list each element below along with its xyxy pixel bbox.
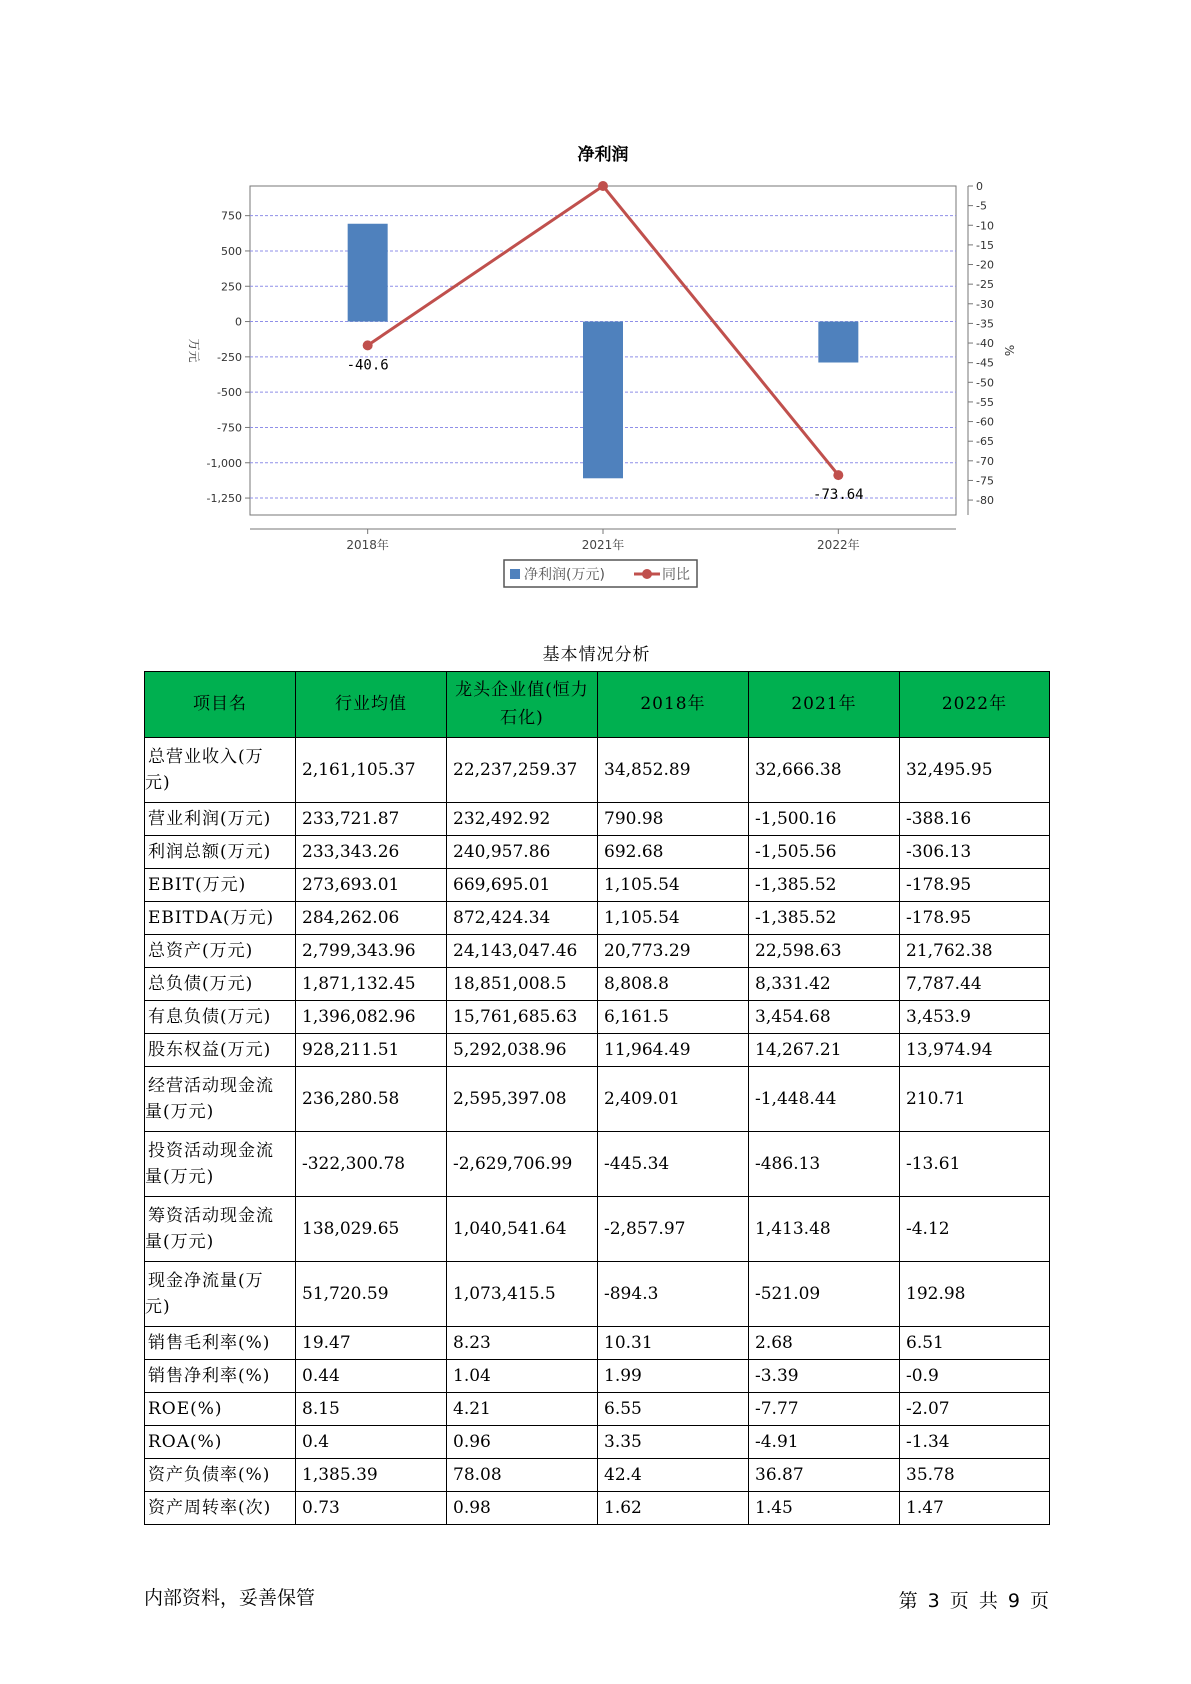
row-label-line: 资产周转率(次) bbox=[148, 1497, 272, 1518]
table-cell: -388.16 bbox=[900, 803, 1050, 836]
table-cell: 273,693.01 bbox=[296, 869, 447, 902]
right-axis-tick-label: -5 bbox=[976, 199, 987, 213]
table-cell: 284,262.06 bbox=[296, 902, 447, 935]
table-cell: -1,448.44 bbox=[749, 1067, 900, 1132]
table-cell: -894.3 bbox=[598, 1262, 749, 1327]
right-axis-tick-label: -20 bbox=[976, 258, 994, 272]
right-axis-tick-label: -60 bbox=[976, 415, 994, 429]
row-label bbox=[145, 738, 296, 803]
net-profit-chart bbox=[0, 0, 1191, 620]
table-cell: -1,385.52 bbox=[749, 869, 900, 902]
bar-net-profit bbox=[583, 322, 623, 479]
table-cell: 6.55 bbox=[598, 1393, 749, 1426]
table-cell: 1.47 bbox=[900, 1492, 1050, 1525]
table-cell: 14,267.21 bbox=[749, 1034, 900, 1067]
table-cell: 4.21 bbox=[447, 1393, 598, 1426]
line-yoy-point bbox=[833, 470, 843, 480]
chart-canvas bbox=[0, 0, 1191, 620]
right-axis-tick-label: 0 bbox=[976, 180, 983, 193]
table-cell: 35.78 bbox=[900, 1459, 1050, 1492]
left-axis-tick-label: 500 bbox=[221, 244, 242, 258]
table-cell: 32,495.95 bbox=[900, 738, 1050, 803]
table-cell: 22,237,259.37 bbox=[447, 738, 598, 803]
table-row bbox=[145, 1393, 1050, 1426]
table-row bbox=[145, 869, 1050, 902]
row-label bbox=[145, 1327, 296, 1360]
table-row bbox=[145, 836, 1050, 869]
table-cell: -521.09 bbox=[749, 1262, 900, 1327]
row-label bbox=[145, 1067, 296, 1132]
row-label-line: 现金净流量(万 bbox=[148, 1270, 264, 1291]
row-label-line: 筹资活动现金流 bbox=[148, 1205, 274, 1226]
header-cell: 2021年 bbox=[749, 672, 900, 738]
table-cell: 0.44 bbox=[296, 1360, 447, 1393]
row-label-line: 量(万元) bbox=[145, 1102, 215, 1122]
table-cell: -1,505.56 bbox=[749, 836, 900, 869]
table-cell: 240,957.86 bbox=[447, 836, 598, 869]
row-label-line: 利润总额(万元) bbox=[148, 841, 272, 862]
left-axis-title: 万元 bbox=[187, 338, 201, 363]
left-axis-tick-label: -500 bbox=[217, 386, 242, 400]
table-cell: 10.31 bbox=[598, 1327, 749, 1360]
legend-bar-swatch bbox=[510, 569, 520, 579]
row-label bbox=[145, 803, 296, 836]
table-cell: 5,292,038.96 bbox=[447, 1034, 598, 1067]
row-label-line: 总资产(万元) bbox=[148, 940, 254, 961]
left-axis-tick-label: 750 bbox=[221, 209, 242, 223]
right-axis-tick-label: -55 bbox=[976, 395, 994, 409]
footer-confidential-note: 内部资料，妥善保管 bbox=[144, 1587, 316, 1609]
row-label-line: ROA(%) bbox=[148, 1431, 223, 1452]
table-cell: -2,629,706.99 bbox=[447, 1132, 598, 1197]
table-cell: 51,720.59 bbox=[296, 1262, 447, 1327]
right-axis-tick-label: -15 bbox=[976, 238, 994, 252]
table-cell: -1,385.52 bbox=[749, 902, 900, 935]
left-axis-tick-label: 250 bbox=[221, 280, 242, 294]
table-cell: 6.51 bbox=[900, 1327, 1050, 1360]
right-axis-title: % bbox=[1002, 344, 1016, 357]
table-cell: -3.39 bbox=[749, 1360, 900, 1393]
table-cell: 233,721.87 bbox=[296, 803, 447, 836]
table-row bbox=[145, 968, 1050, 1001]
table-cell: 15,761,685.63 bbox=[447, 1001, 598, 1034]
table-cell: -1.34 bbox=[900, 1426, 1050, 1459]
table-cell: 1.04 bbox=[447, 1360, 598, 1393]
table-cell: 0.4 bbox=[296, 1426, 447, 1459]
row-label-line: 资产负债率(%) bbox=[148, 1464, 271, 1485]
table-row bbox=[145, 1132, 1050, 1197]
table-row bbox=[145, 1492, 1050, 1525]
table-cell: 0.96 bbox=[447, 1426, 598, 1459]
row-label-line: 量(万元) bbox=[145, 1167, 215, 1187]
header-cell: 2018年 bbox=[598, 672, 749, 738]
table-cell: 6,161.5 bbox=[598, 1001, 749, 1034]
row-label-line: 总负债(万元) bbox=[148, 973, 254, 994]
table-cell: 11,964.49 bbox=[598, 1034, 749, 1067]
table-cell: 3.35 bbox=[598, 1426, 749, 1459]
row-label bbox=[145, 836, 296, 869]
right-axis-tick-label: -10 bbox=[976, 219, 994, 233]
table-cell: 8.15 bbox=[296, 1393, 447, 1426]
row-label-line: EBITDA(万元) bbox=[148, 907, 275, 928]
table-cell: 2.68 bbox=[749, 1327, 900, 1360]
row-label-line: 股东权益(万元) bbox=[148, 1039, 272, 1060]
row-label bbox=[145, 902, 296, 935]
row-label-line: 销售净利率(%) bbox=[148, 1365, 271, 1386]
row-label bbox=[145, 1393, 296, 1426]
table-cell: 928,211.51 bbox=[296, 1034, 447, 1067]
table-row bbox=[145, 935, 1050, 968]
table-cell: 192.98 bbox=[900, 1262, 1050, 1327]
right-axis-tick-label: -80 bbox=[976, 494, 994, 508]
table-cell: 1,040,541.64 bbox=[447, 1197, 598, 1262]
table-row bbox=[145, 738, 1050, 803]
left-axis-tick-label: -250 bbox=[217, 350, 242, 364]
table-cell: 13,974.94 bbox=[900, 1034, 1050, 1067]
table-cell: -4.91 bbox=[749, 1426, 900, 1459]
table-cell: -445.34 bbox=[598, 1132, 749, 1197]
row-label-line: 有息负债(万元) bbox=[148, 1006, 272, 1027]
table-cell: -7.77 bbox=[749, 1393, 900, 1426]
right-axis-tick-label: -65 bbox=[976, 435, 994, 449]
row-label-line: 投资活动现金流 bbox=[148, 1140, 274, 1161]
table-cell: 24,143,047.46 bbox=[447, 935, 598, 968]
row-label bbox=[145, 1360, 296, 1393]
table-cell: 3,454.68 bbox=[749, 1001, 900, 1034]
x-axis-category-label: 2021年 bbox=[581, 538, 625, 552]
row-label bbox=[145, 1197, 296, 1262]
row-label-line: 元) bbox=[145, 1297, 171, 1317]
line-yoy-point bbox=[598, 181, 608, 191]
row-label bbox=[145, 1426, 296, 1459]
header-cell: 项目名 bbox=[145, 672, 296, 738]
table-cell: 3,453.9 bbox=[900, 1001, 1050, 1034]
table-cell: -0.9 bbox=[900, 1360, 1050, 1393]
table-cell: -178.95 bbox=[900, 902, 1050, 935]
table-cell: 210.71 bbox=[900, 1067, 1050, 1132]
left-axis-tick-label: -750 bbox=[217, 421, 242, 435]
table-cell: 872,424.34 bbox=[447, 902, 598, 935]
point-data-label: -40.6 bbox=[346, 357, 389, 374]
row-label-line: 量(万元) bbox=[145, 1232, 215, 1252]
header-cell: 龙头企业值(恒力石化) bbox=[447, 672, 598, 738]
row-label bbox=[145, 1459, 296, 1492]
table-cell: 669,695.01 bbox=[447, 869, 598, 902]
table-cell: 1,413.48 bbox=[749, 1197, 900, 1262]
row-label bbox=[145, 968, 296, 1001]
table-cell: -178.95 bbox=[900, 869, 1050, 902]
row-label bbox=[145, 869, 296, 902]
table-row bbox=[145, 1197, 1050, 1262]
table-cell: 21,762.38 bbox=[900, 935, 1050, 968]
table-cell: 34,852.89 bbox=[598, 738, 749, 803]
table-cell: 1,396,082.96 bbox=[296, 1001, 447, 1034]
left-axis-tick-label: -1,000 bbox=[206, 456, 242, 470]
row-label-line: 营业利润(万元) bbox=[148, 808, 272, 829]
row-label-line: 元) bbox=[145, 773, 171, 793]
table-row bbox=[145, 1001, 1050, 1034]
header-cell: 2022年 bbox=[900, 672, 1050, 738]
table-cell: -486.13 bbox=[749, 1132, 900, 1197]
x-axis-category-label: 2018年 bbox=[346, 538, 389, 552]
line-yoy-point bbox=[363, 340, 373, 350]
table-title: 基本情况分析 bbox=[542, 645, 651, 665]
table-cell: 1.45 bbox=[749, 1492, 900, 1525]
table-cell: -2.07 bbox=[900, 1393, 1050, 1426]
table-cell: 1,105.54 bbox=[598, 902, 749, 935]
legend-label-net-profit: 净利润(万元) bbox=[524, 567, 605, 583]
table-row bbox=[145, 1459, 1050, 1492]
table-cell: 0.73 bbox=[296, 1492, 447, 1525]
analysis-table bbox=[144, 671, 1050, 1525]
table-cell: 19.47 bbox=[296, 1327, 447, 1360]
table-cell: 233,343.26 bbox=[296, 836, 447, 869]
point-data-label: -73.64 bbox=[813, 487, 864, 504]
table-row bbox=[145, 902, 1050, 935]
table-cell: 1,073,415.5 bbox=[447, 1262, 598, 1327]
left-axis-tick-label: -1,250 bbox=[206, 492, 242, 506]
table-cell: -322,300.78 bbox=[296, 1132, 447, 1197]
right-axis-tick-label: -40 bbox=[976, 337, 994, 351]
table-cell: 0.98 bbox=[447, 1492, 598, 1525]
table-cell: 7,787.44 bbox=[900, 968, 1050, 1001]
row-label bbox=[145, 1132, 296, 1197]
row-label bbox=[145, 1001, 296, 1034]
row-label-line: EBIT(万元) bbox=[148, 874, 247, 895]
table-cell: 32,666.38 bbox=[749, 738, 900, 803]
row-label-line: 销售毛利率(%) bbox=[148, 1332, 271, 1353]
left-axis-tick-label: 0 bbox=[235, 315, 242, 329]
row-label bbox=[145, 1492, 296, 1525]
table-row bbox=[145, 1426, 1050, 1459]
table-cell: -4.12 bbox=[900, 1197, 1050, 1262]
table-cell: -306.13 bbox=[900, 836, 1050, 869]
table-cell: 42.4 bbox=[598, 1459, 749, 1492]
table-cell: 8,331.42 bbox=[749, 968, 900, 1001]
right-axis-tick-label: -70 bbox=[976, 454, 994, 468]
row-label-line: 经营活动现金流 bbox=[148, 1075, 274, 1096]
table-row bbox=[145, 1067, 1050, 1132]
right-axis-tick-label: -35 bbox=[976, 317, 994, 331]
table-cell: 1.99 bbox=[598, 1360, 749, 1393]
table-cell: 790.98 bbox=[598, 803, 749, 836]
right-axis-tick-label: -45 bbox=[976, 356, 994, 370]
row-label bbox=[145, 1262, 296, 1327]
table-cell: 2,799,343.96 bbox=[296, 935, 447, 968]
table-header-row bbox=[145, 672, 1050, 738]
table-cell: 20,773.29 bbox=[598, 935, 749, 968]
header-cell: 行业均值 bbox=[296, 672, 447, 738]
legend-line-marker bbox=[642, 569, 652, 579]
right-axis-tick-label: -75 bbox=[976, 474, 994, 488]
table-cell: 692.68 bbox=[598, 836, 749, 869]
table-row bbox=[145, 1327, 1050, 1360]
table-cell: 18,851,008.5 bbox=[447, 968, 598, 1001]
table-row bbox=[145, 1034, 1050, 1067]
table-row bbox=[145, 803, 1050, 836]
table-cell: 232,492.92 bbox=[447, 803, 598, 836]
chart-title: 净利润 bbox=[577, 145, 629, 165]
table-row bbox=[145, 1360, 1050, 1393]
table-cell: 2,161,105.37 bbox=[296, 738, 447, 803]
table-cell: -1,500.16 bbox=[749, 803, 900, 836]
x-axis-category-label: 2022年 bbox=[817, 538, 860, 552]
table-cell: 1.62 bbox=[598, 1492, 749, 1525]
table-cell: 78.08 bbox=[447, 1459, 598, 1492]
footer-page-number: 第 3 页 共 9 页 bbox=[898, 1590, 1049, 1612]
bar-net-profit bbox=[348, 224, 388, 322]
table-cell: 36.87 bbox=[749, 1459, 900, 1492]
table-body bbox=[145, 738, 1050, 1525]
table-cell: 22,598.63 bbox=[749, 935, 900, 968]
table-cell: -13.61 bbox=[900, 1132, 1050, 1197]
table-cell: 2,409.01 bbox=[598, 1067, 749, 1132]
right-axis-tick-label: -30 bbox=[976, 297, 994, 311]
right-axis-tick-label: -50 bbox=[976, 376, 994, 390]
row-label bbox=[145, 1034, 296, 1067]
table-cell: 236,280.58 bbox=[296, 1067, 447, 1132]
table-cell: 8.23 bbox=[447, 1327, 598, 1360]
right-axis-tick-label: -25 bbox=[976, 278, 994, 292]
table-cell: 138,029.65 bbox=[296, 1197, 447, 1262]
legend-label-yoy: 同比 bbox=[662, 567, 690, 583]
table-cell: 1,871,132.45 bbox=[296, 968, 447, 1001]
bar-net-profit bbox=[818, 322, 858, 363]
table-cell: 1,105.54 bbox=[598, 869, 749, 902]
row-label-line: 总营业收入(万 bbox=[148, 746, 264, 767]
table-cell: -2,857.97 bbox=[598, 1197, 749, 1262]
table-cell: 1,385.39 bbox=[296, 1459, 447, 1492]
table-cell: 2,595,397.08 bbox=[447, 1067, 598, 1132]
table-row bbox=[145, 1262, 1050, 1327]
table-cell: 8,808.8 bbox=[598, 968, 749, 1001]
row-label-line: ROE(%) bbox=[148, 1398, 223, 1419]
row-label bbox=[145, 935, 296, 968]
